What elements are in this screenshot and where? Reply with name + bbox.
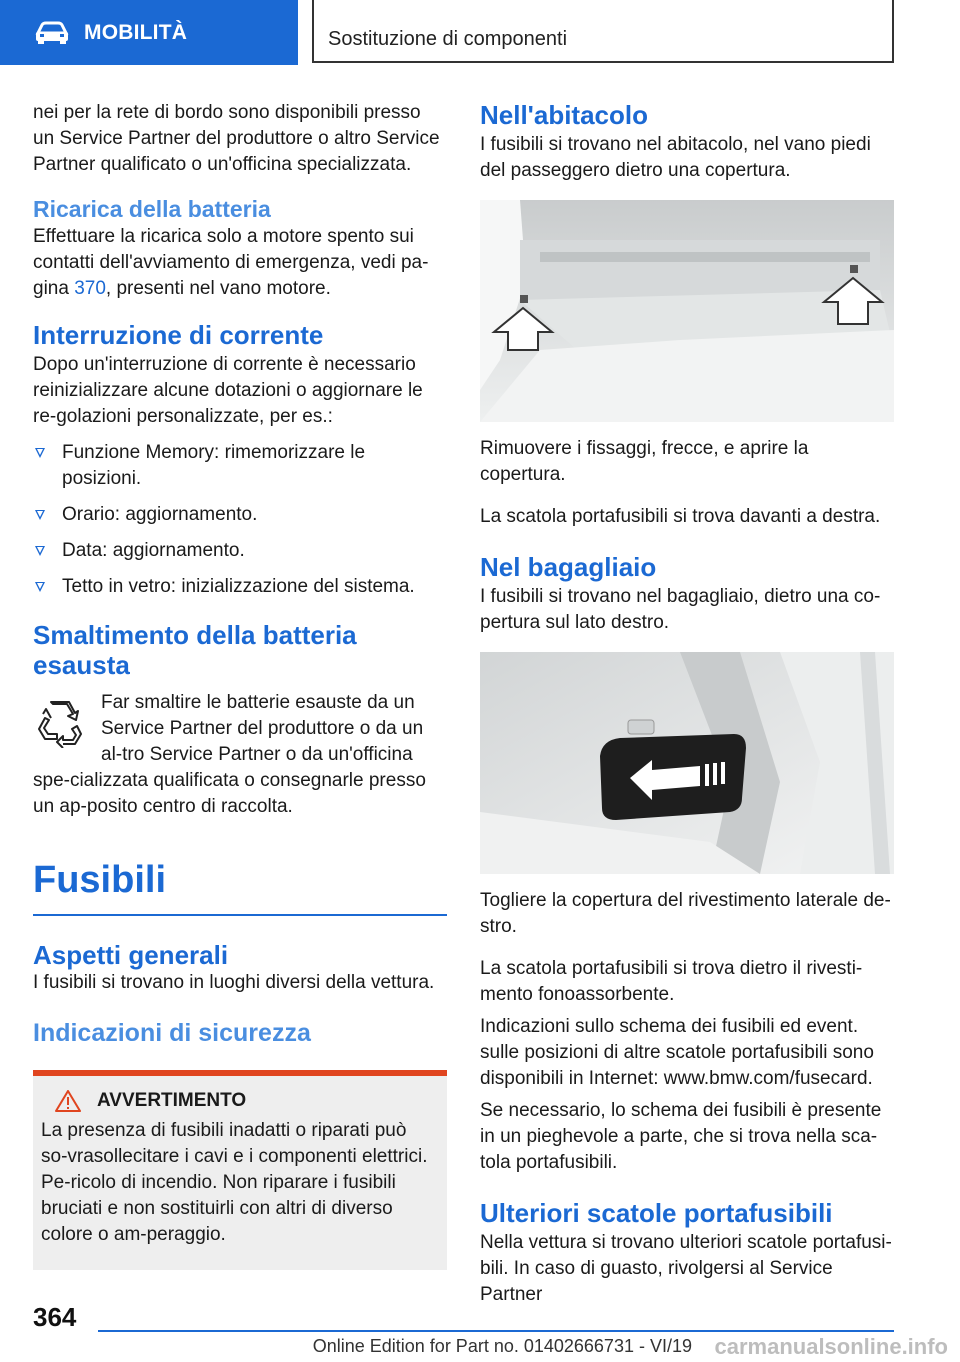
charge-paragraph: Effettuare la ricarica solo a motore spento sui contatti dell'avviamento di emergenza, vedi pa-gina 370, presenti nel vano motore.	[33, 226, 429, 299]
cabin-caption: Rimuovere i fissaggi, frecce, e aprire la copertura.	[480, 438, 809, 485]
cabin-photo	[480, 200, 894, 422]
warning-title: AVVERTIMENTO	[97, 1090, 247, 1111]
edition-text: Online Edition for Part no. 01402666731 - VI/19	[312, 1336, 692, 1356]
warning-triangle-icon	[55, 1090, 81, 1112]
warning-header	[55, 1090, 435, 1112]
disposal-block	[33, 690, 447, 820]
chapter-header	[312, 0, 894, 63]
intro-paragraph: nei per la rete di bordo sono disponibili presso un Service Partner del produttore o altro Service Partner qualificato o un'officina specializzata.	[33, 102, 440, 175]
cabin-paragraph-2: La scatola portafusibili si trova davanti a destra.	[480, 506, 881, 527]
more-fuse-boxes-paragraph: Nella vettura si trovano ulteriori scatole portafusi-bili. In caso di guasto, rivolgersi al Service Partner	[480, 1232, 892, 1305]
right-column	[480, 100, 894, 1308]
fuses-heading: Fusibili	[33, 859, 166, 901]
more-fuse-boxes-heading: Ulteriori scatole portafusibili	[480, 1198, 833, 1228]
general-heading: Aspetti generali	[33, 940, 229, 970]
recycle-icon	[35, 698, 85, 748]
footer-divider	[98, 1330, 894, 1332]
trunk-paragraph-4: Se necessario, lo schema dei fusibili è presente in un pieghevole a parte, che si trova nella sca-tola portafusibili.	[480, 1100, 882, 1173]
page-number: 364	[33, 1302, 77, 1332]
left-column	[33, 100, 447, 1270]
list-item: Data: aggiornamento.	[33, 538, 447, 564]
cabin-paragraph: I fusibili si trovano nel abitacolo, nel vano piedi del passeggero dietro una copertura.	[480, 134, 871, 181]
page-ref-link[interactable]: 370	[74, 278, 106, 299]
watermark: carmanualsonline.info	[714, 1334, 948, 1359]
charge-heading: Ricarica della batteria	[33, 196, 271, 222]
interrupt-paragraph: Dopo un'interruzione di corrente è necessario reinizializzare alcune dotazioni o aggiornare le re-golazioni personalizzate, per es.:	[33, 354, 423, 427]
disposal-paragraph: Far smaltire le batterie esauste da un Service Partner del produttore o da un al-tro Service Partner o da un'officina spe-cializzata qualificata o consegnarle presso un ap-posito centro di raccolta.	[33, 692, 426, 817]
cabin-heading: Nell'abitacolo	[480, 100, 648, 130]
trunk-paragraph-3: Indicazioni sullo schema dei fusibili ed event. sulle posizioni di altre scatole portafusibili sono disponibili in Internet: www.bmw.com/fusecard.	[480, 1016, 874, 1089]
bullet-triangle-icon	[35, 582, 45, 592]
trunk-heading: Nel bagagliaio	[480, 552, 657, 582]
safety-heading: Indicazioni di sicurezza	[33, 1019, 311, 1047]
car-icon	[34, 21, 70, 45]
disposal-heading: Smaltimento della batteria esausta	[33, 620, 357, 680]
section-label: MOBILITÀ	[84, 20, 188, 44]
warning-box	[33, 1070, 447, 1270]
interrupt-heading: Interruzione di corrente	[33, 320, 324, 350]
section-tab[interactable]	[0, 0, 298, 65]
list-item: Orario: aggiornamento.	[33, 502, 447, 528]
trunk-paragraph-2: La scatola portafusibili si trova dietro il rivesti-mento fonoassorbente.	[480, 958, 863, 1005]
list-item: Tetto in vetro: inizializzazione del sistema.	[33, 574, 447, 600]
list-item: Funzione Memory: rimemorizzare le posizioni.	[33, 440, 447, 492]
trunk-paragraph: I fusibili si trovano nel bagagliaio, dietro una co-pertura sul lato destro.	[480, 586, 881, 633]
general-paragraph: I fusibili si trovano in luoghi diversi della vettura.	[33, 972, 435, 993]
bullet-triangle-icon	[35, 448, 45, 458]
trunk-photo	[480, 652, 894, 874]
interrupt-list	[33, 440, 447, 600]
trunk-caption: Togliere la copertura del rivestimento laterale de-stro.	[480, 890, 891, 937]
section-divider	[33, 914, 447, 916]
warning-text: La presenza di fusibili inadatti o riparati può so-vrasollecitare i cavi e i componenti elettrici. Pe-ricolo di incendio. Non riparare i fusibili bruciati e non sostituirli con altri di diverso colore o am-peraggio.	[41, 1120, 428, 1245]
bullet-triangle-icon	[35, 510, 45, 520]
bullet-triangle-icon	[35, 546, 45, 556]
chapter-title: Sostituzione di componenti	[328, 28, 568, 50]
